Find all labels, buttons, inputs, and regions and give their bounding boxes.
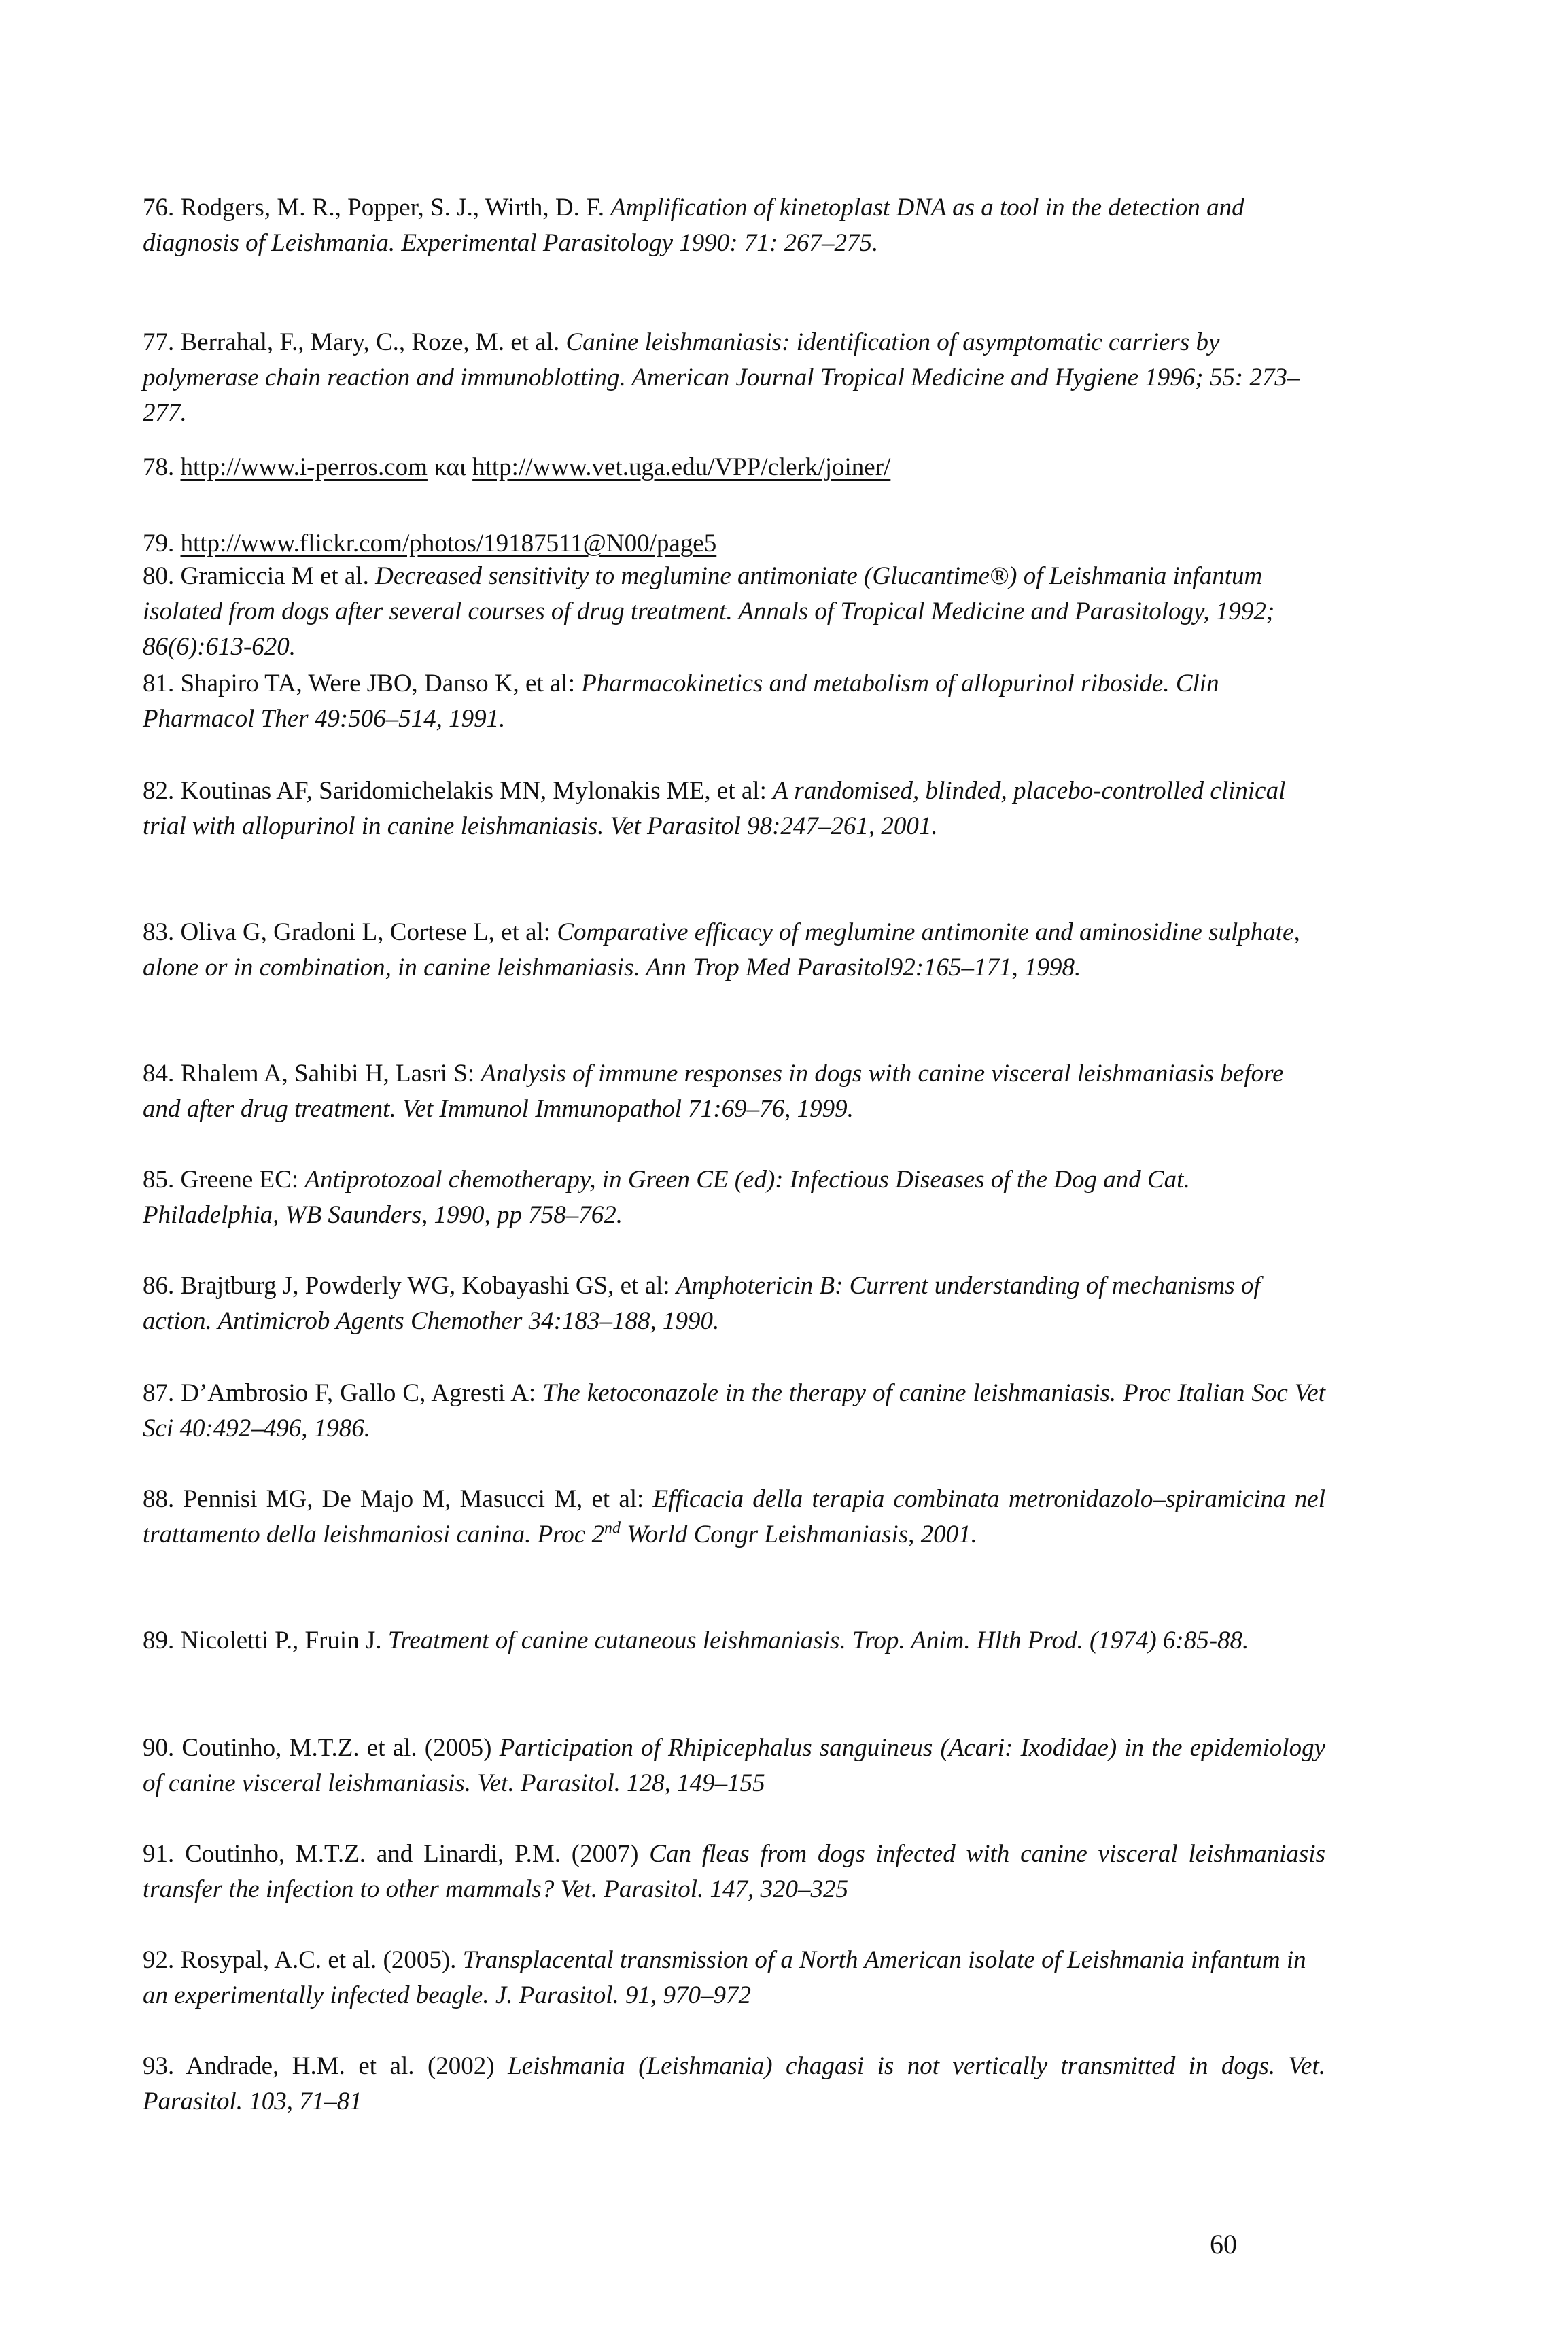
reference-90 <box>143 1731 1325 1801</box>
reference-authors: 81. Shapiro TA, Were JBO, Danso K, et al: <box>143 670 582 697</box>
reference-88 <box>143 1482 1325 1553</box>
reference-title: Leishmania (Leishmania) chagasi is not vertically transmitted in dogs. Vet. Parasitol. 103, 71–81 <box>143 2052 1325 2115</box>
reference-title: Can fleas from dogs infected with canine visceral leishmaniasis transfer the infection to other mammals? Vet. Parasitol. 147, 320–325 <box>143 1840 1325 1903</box>
reference-authors: 82. Koutinas AF, Saridomichelakis MN, Mylonakis ME, et al: <box>143 777 773 805</box>
reference-title: Efficacia della terapia combinata metronidazolo–spiramicina nel trattamento della leishmaniosi canina. Proc 2 <box>143 1485 1325 1548</box>
reference-authors: 83. Oliva G, Gradoni L, Cortese L, et al: <box>143 918 557 946</box>
reference-title: Treatment of canine cutaneous leishmaniasis. Trop. Anim. Hlth Prod. (1974) 6:85-88. <box>387 1627 1249 1654</box>
reference-84 <box>143 1056 1325 1127</box>
reference-authors: 85. Greene EC: <box>143 1166 305 1194</box>
reference-86 <box>143 1268 1325 1339</box>
reference-79 <box>143 526 1325 561</box>
reference-number: 78. <box>143 453 181 481</box>
reference-authors: 76. Rodgers, M. R., Popper, S. J., Wirth, D. F. <box>143 194 611 222</box>
reference-authors: 87. D’Ambrosio F, Gallo C, Agresti A: <box>143 1379 543 1407</box>
reference-title: The ketoconazole in the therapy of canine leishmaniasis. Proc Italian Soc Vet Sci 40:492–496, 1986. <box>143 1379 1325 1442</box>
reference-title: A randomised, blinded, placebo-controlled clinical trial with allopurinol in canine leishmaniasis. Vet Parasitol 98:247–261, 2001. <box>143 777 1286 840</box>
ordinal-suffix: nd <box>604 1519 621 1538</box>
reference-authors: 93. Andrade, H.M. et al. (2002) <box>143 2052 508 2080</box>
reference-93 <box>143 2049 1325 2119</box>
reference-authors: 84. Rhalem A, Sahibi H, Lasri S: <box>143 1060 481 1088</box>
reference-authors: 92. Rosypal, A.C. et al. (2005). <box>143 1946 463 1974</box>
reference-80 <box>143 559 1325 665</box>
reference-87 <box>143 1376 1325 1446</box>
reference-number: 79. <box>143 530 181 557</box>
reference-title: Antiprotozoal chemotherapy, in Green CE (ed): Infectious Diseases of the Dog and Cat. Philadelphia, WB Saunders, 1990, pp 758–762. <box>143 1166 1190 1229</box>
connector-text: και <box>427 453 473 481</box>
reference-title: Amphotericin B: Current understanding of mechanisms of action. Antimicrob Agents Chemother 34:183–188, 1990. <box>143 1272 1261 1335</box>
reference-title: Transplacental transmission of a North American isolate of Leishmania infantum in an experimentally infected beagle. J. Parasitol. 91, 970–972 <box>143 1946 1306 2009</box>
reference-83 <box>143 915 1325 986</box>
reference-authors: 89. Nicoletti P., Fruin J. <box>143 1627 388 1654</box>
reference-authors: 91. Coutinho, M.T.Z. and Linardi, P.M. (2007) <box>143 1840 650 1868</box>
reference-81 <box>143 666 1325 737</box>
link-flickr[interactable]: http://www.flickr.com/photos/19187511@N00/page5 <box>180 530 717 557</box>
page-number: 60 <box>1210 2229 1237 2259</box>
link-i-perros[interactable]: http://www.i-perros.com <box>180 453 428 481</box>
reference-authors: 77. Berrahal, F., Mary, C., Roze, M. et al. <box>143 328 566 356</box>
reference-authors: 80. Gramiccia M et al. <box>143 562 376 590</box>
reference-82 <box>143 774 1325 844</box>
reference-92 <box>143 1943 1325 2013</box>
reference-authors: 90. Coutinho, M.T.Z. et al. (2005) <box>143 1734 500 1762</box>
reference-title-tail: World Congr Leishmaniasis, 2001. <box>620 1521 977 1548</box>
reference-91 <box>143 1837 1325 1907</box>
reference-title: Pharmacokinetics and metabolism of allopurinol riboside. Clin Pharmacol Ther 49:506–514, 1991. <box>143 670 1219 733</box>
reference-authors: 88. Pennisi MG, De Majo M, Masucci M, et al: <box>143 1485 653 1513</box>
reference-85 <box>143 1162 1325 1233</box>
reference-title: Participation of Rhipicephalus sanguineus (Acari: Ixodidae) in the epidemiology of canine visceral leishmaniasis. Vet. Parasitol. 128, 149–155 <box>143 1734 1325 1797</box>
reference-89 <box>143 1623 1325 1659</box>
reference-title: Comparative efficacy of meglumine antimonite and aminosidine sulphate, alone or in combination, in canine leishmaniasis. Ann Trop Med Parasitol92:165–171, 1998. <box>143 918 1300 982</box>
reference-authors: 86. Brajtburg J, Powderly WG, Kobayashi GS, et al: <box>143 1272 676 1300</box>
reference-title: Decreased sensitivity to meglumine antimoniate (Glucantime®) of Leishmania infantum isolated from dogs after several courses of drug treatment. Annals of Tropical Medicine and Parasitology, 1992; 86(6):613-620. <box>143 562 1275 661</box>
reference-77 <box>143 325 1325 431</box>
reference-76 <box>143 190 1325 261</box>
reference-title: Canine leishmaniasis: identification of asymptomatic carriers by polymerase chain reaction and immunoblotting. American Journal Tropical Medicine and Hygiene 1996; 55: 273–277. <box>143 328 1300 427</box>
reference-title: Analysis of immune responses in dogs with canine visceral leishmaniasis before and after drug treatment. Vet Immunol Immunopathol 71:69–76, 1999. <box>143 1060 1284 1123</box>
reference-title: Amplification of kinetoplast DNA as a tool in the detection and diagnosis of Leishmania. Experimental Parasitology 1990: 71: 267–275. <box>143 194 1244 257</box>
reference-78 <box>143 450 1325 485</box>
link-vet-uga[interactable]: http://www.vet.uga.edu/VPP/clerk/joiner/ <box>472 453 891 481</box>
